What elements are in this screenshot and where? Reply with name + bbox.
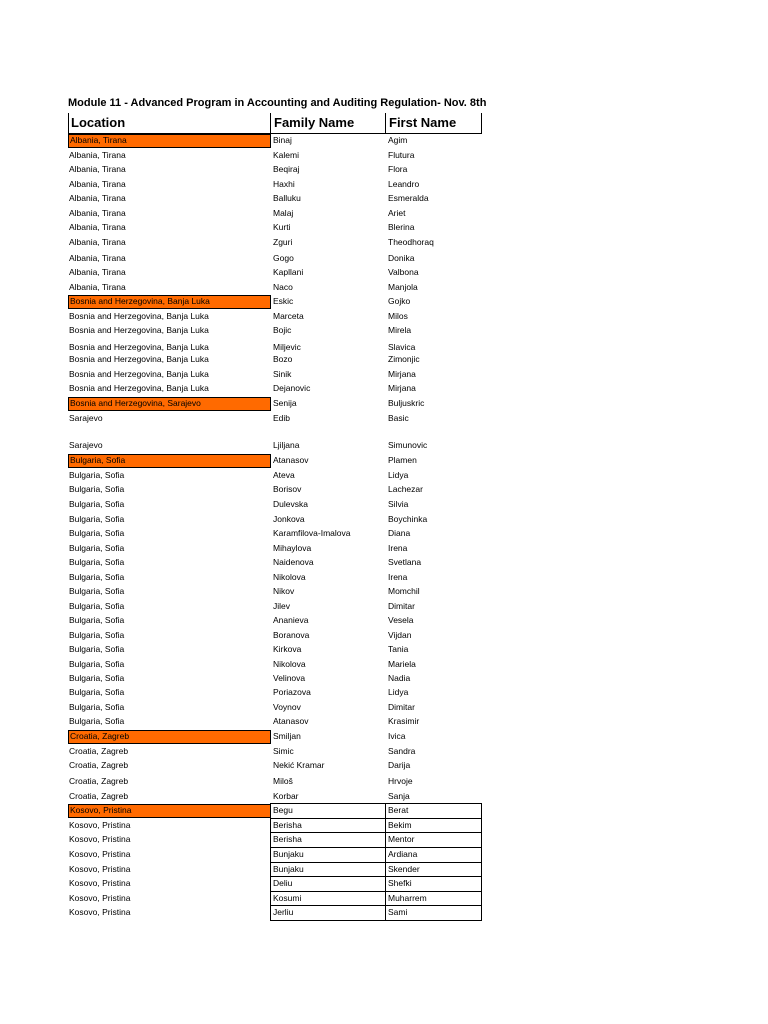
first-name-cell: Plamen [388,455,417,465]
family-name-cell: Ateva [273,470,295,480]
header-family-name: Family Name [270,113,386,133]
location-cell: Kosovo, Pristina [69,820,131,830]
location-cell: Bulgaria, Sofia [69,673,125,683]
first-name-cell: Tania [388,644,409,654]
grid-horizontal-line [270,876,482,877]
family-name-cell: Bunjaku [273,849,304,859]
grid-horizontal-line [270,920,482,921]
family-name-cell: Jerliu [273,907,294,917]
family-name-cell: Bozo [273,354,293,364]
first-name-cell: Gojko [388,296,411,306]
location-cell: Bulgaria, Sofia [69,615,125,625]
location-cell: Albania, Tirana [69,150,126,160]
first-name-cell: Mirjana [388,383,416,393]
header-location: Location [68,113,271,133]
family-name-cell: Kirkova [273,644,302,654]
family-name-cell: Voynov [273,702,301,712]
first-name-cell: Momchil [388,586,420,596]
location-cell: Sarajevo [69,413,103,423]
first-name-cell: Krasimir [388,716,420,726]
first-name-cell: Dimitar [388,601,415,611]
family-name-cell: Dulevska [273,499,308,509]
grid-horizontal-line [270,862,482,863]
location-group-header-cell: Albania, Tirana [68,134,271,148]
family-name-cell: Naidenova [273,557,314,567]
location-group-header-cell: Croatia, Zagreb [68,730,271,744]
grid-horizontal-line [270,905,482,906]
family-name-cell: Nikov [273,586,295,596]
first-name-cell: Simunovic [388,440,428,450]
location-cell: Bosnia and Herzegovina, Banja Luka [69,311,209,321]
header-right-border [481,113,482,133]
family-name-cell: Kalemi [273,150,299,160]
location-cell: Bosnia and Herzegovina, Banja Luka [69,342,209,352]
location-cell: Croatia, Zagreb [69,776,129,786]
family-name-cell: Berisha [273,820,302,830]
first-name-cell: Mentor [388,834,415,844]
location-cell: Kosovo, Pristina [69,864,131,874]
first-name-cell: Diana [388,528,411,538]
family-name-cell: Jonkova [273,514,305,524]
location-cell: Bulgaria, Sofia [69,499,125,509]
family-name-cell: Atanasov [273,455,309,465]
grid-horizontal-line [270,803,482,804]
first-name-cell: Milos [388,311,408,321]
grid-horizontal-line [270,818,482,819]
family-name-cell: Begu [273,805,293,815]
location-cell: Kosovo, Pristina [69,907,131,917]
first-name-cell: Vijdan [388,630,412,640]
family-name-cell: Zguri [273,237,293,247]
location-cell: Albania, Tirana [69,193,126,203]
family-name-cell: Nikolova [273,572,306,582]
first-name-cell: Sandra [388,746,416,756]
family-name-cell: Boranova [273,630,310,640]
family-name-cell: Kosumi [273,893,302,903]
sheet-title: Module 11 - Advanced Program in Accounting and Auditing Regulation- Nov. 8th [68,97,487,109]
first-name-cell: Sami [388,907,408,917]
location-cell: Albania, Tirana [69,179,126,189]
grid-horizontal-line [270,847,482,848]
location-cell: Bulgaria, Sofia [69,716,125,726]
first-name-cell: Boychinka [388,514,428,524]
family-name-cell: Dejanovic [273,383,311,393]
family-name-cell: Miljevic [273,342,301,352]
family-name-cell: Marceta [273,311,304,321]
first-name-cell: Silvia [388,499,409,509]
family-name-cell: Mihaylova [273,543,312,553]
location-cell: Kosovo, Pristina [69,893,131,903]
location-cell: Albania, Tirana [69,267,126,277]
location-cell: Bosnia and Herzegovina, Banja Luka [69,383,209,393]
location-group-header-cell: Bulgaria, Sofia [68,454,271,468]
location-cell: Albania, Tirana [69,282,126,292]
location-cell: Bosnia and Herzegovina, Banja Luka [69,354,209,364]
family-name-cell: Ljiljana [273,440,300,450]
location-cell: Bulgaria, Sofia [69,514,125,524]
first-name-cell: Slavica [388,342,416,352]
first-name-cell: Svetlana [388,557,422,567]
first-name-cell: Darija [388,760,411,770]
location-cell: Bulgaria, Sofia [69,572,125,582]
first-name-cell: Skender [388,864,420,874]
first-name-cell: Dimitar [388,702,415,712]
location-cell: Bulgaria, Sofia [69,687,125,697]
location-group-header-cell: Bosnia and Herzegovina, Sarajevo [68,397,271,411]
location-cell: Bulgaria, Sofia [69,601,125,611]
family-name-cell: Edib [273,413,291,423]
location-group-header-cell: Kosovo, Pristina [68,804,271,818]
first-name-cell: Flora [388,164,408,174]
family-name-cell: Gogo [273,253,294,263]
first-name-cell: Esmeralda [388,193,429,203]
family-name-cell: Deliu [273,878,293,888]
family-name-cell: Borisov [273,484,302,494]
family-name-cell: Nekić Kramar [273,760,325,770]
location-group-header-cell: Bosnia and Herzegovina, Banja Luka [68,295,271,309]
family-name-cell: Beqiraj [273,164,300,174]
location-cell: Kosovo, Pristina [69,834,131,844]
family-name-cell: Senija [273,398,297,408]
first-name-cell: Basic [388,413,409,423]
location-cell: Bulgaria, Sofia [69,543,125,553]
first-name-cell: Leandro [388,179,420,189]
location-cell: Croatia, Zagreb [69,746,129,756]
location-cell: Bulgaria, Sofia [69,702,125,712]
first-name-cell: Sanja [388,791,410,801]
location-cell: Bulgaria, Sofia [69,659,125,669]
first-name-cell: Blerina [388,222,415,232]
location-cell: Bulgaria, Sofia [69,586,125,596]
location-cell: Bosnia and Herzegovina, Banja Luka [69,325,209,335]
location-cell: Bulgaria, Sofia [69,470,125,480]
first-name-cell: Lidya [388,687,409,697]
location-cell: Bosnia and Herzegovina, Banja Luka [69,369,209,379]
first-name-cell: Irena [388,572,408,582]
first-name-cell: Buljuskric [388,398,425,408]
family-name-cell: Sinik [273,369,292,379]
first-name-cell: Nadia [388,673,411,683]
first-name-cell: Ardiana [388,849,418,859]
first-name-cell: Mariela [388,659,416,669]
location-cell: Bulgaria, Sofia [69,557,125,567]
location-cell: Albania, Tirana [69,253,126,263]
family-name-cell: Atanasov [273,716,309,726]
first-name-cell: Shefki [388,878,412,888]
header-first-name: First Name [385,113,483,133]
first-name-cell: Manjola [388,282,418,292]
location-cell: Bulgaria, Sofia [69,644,125,654]
grid-horizontal-line [270,891,482,892]
first-name-cell: Flutura [388,150,415,160]
family-name-cell: Bojic [273,325,292,335]
location-cell: Croatia, Zagreb [69,760,129,770]
family-name-cell: Haxhi [273,179,295,189]
family-name-cell: Miloš [273,776,293,786]
first-name-cell: Berat [388,805,409,815]
location-cell: Albania, Tirana [69,164,126,174]
first-name-cell: Muharrem [388,893,427,903]
location-cell: Bulgaria, Sofia [69,484,125,494]
location-cell: Albania, Tirana [69,208,126,218]
first-name-cell: Mirela [388,325,412,335]
first-name-cell: Ivica [388,731,406,741]
grid-horizontal-line [270,832,482,833]
family-name-cell: Bunjaku [273,864,304,874]
location-cell: Bulgaria, Sofia [69,528,125,538]
first-name-cell: Hrvoje [388,776,413,786]
location-cell: Albania, Tirana [69,222,126,232]
family-name-cell: Smiljan [273,731,301,741]
family-name-cell: Poriazova [273,687,311,697]
first-name-cell: Mirjana [388,369,416,379]
family-name-cell: Berisha [273,834,302,844]
family-name-cell: Kurti [273,222,291,232]
first-name-cell: Lidya [388,470,409,480]
location-cell: Sarajevo [69,440,103,450]
family-name-cell: Kapllani [273,267,304,277]
family-name-cell: Simic [273,746,294,756]
location-cell: Kosovo, Pristina [69,878,131,888]
family-name-cell: Korbar [273,791,299,801]
first-name-cell: Agim [388,135,408,145]
first-name-cell: Theodhoraq [388,237,434,247]
family-name-cell: Binaj [273,135,292,145]
family-name-cell: Balluku [273,193,301,203]
family-name-cell: Eskic [273,296,294,306]
location-cell: Kosovo, Pristina [69,849,131,859]
first-name-cell: Donika [388,253,415,263]
location-cell: Bulgaria, Sofia [69,630,125,640]
family-name-cell: Naco [273,282,293,292]
family-name-cell: Ananieva [273,615,309,625]
first-name-cell: Irena [388,543,408,553]
family-name-cell: Velinova [273,673,306,683]
family-name-cell: Jilev [273,601,291,611]
first-name-cell: Lachezar [388,484,423,494]
first-name-cell: Ariet [388,208,406,218]
first-name-cell: Bekim [388,820,412,830]
family-name-cell: Karamfilova-Imalova [273,528,351,538]
location-cell: Croatia, Zagreb [69,791,129,801]
location-cell: Albania, Tirana [69,237,126,247]
first-name-cell: Zimonjic [388,354,420,364]
family-name-cell: Nikolova [273,659,306,669]
first-name-cell: Vesela [388,615,414,625]
family-name-cell: Malaj [273,208,294,218]
first-name-cell: Valbona [388,267,419,277]
